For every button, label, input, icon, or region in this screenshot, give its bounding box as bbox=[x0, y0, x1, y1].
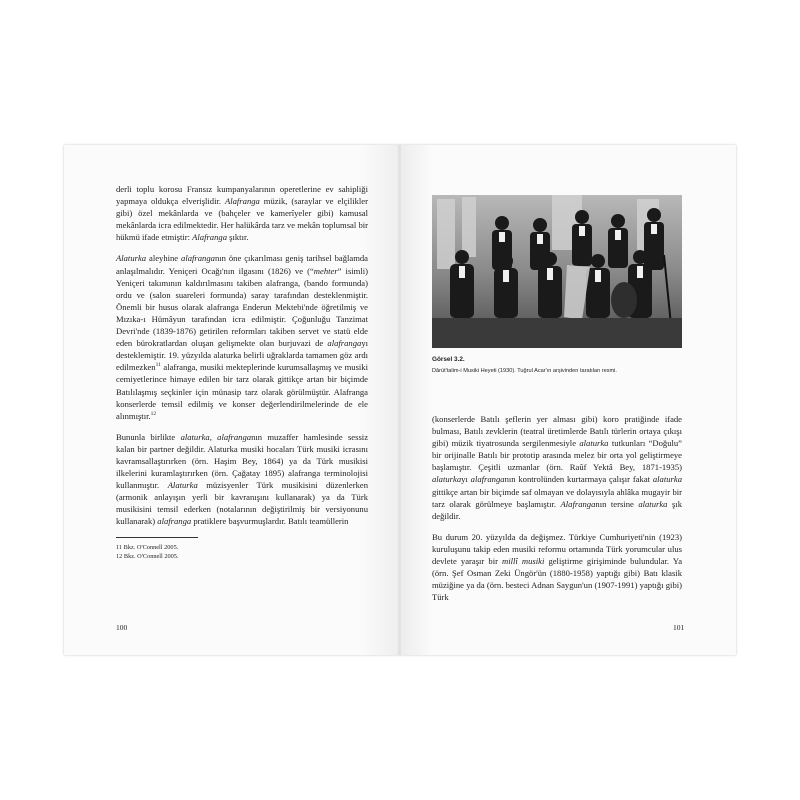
text-run: alafranga, musiki mekteplerinde kurumsallaşmış ve musiki cemiyetlerince himaye edilen bir tarz olarak gittikçe artan bir biçimde Batılılaşmış seçkinler için münasip tarz olarak görülmüştür. Alafranga konserlerde temsil edilmiş ve konser değerlendirilmelerinde de ele alınmıştır. bbox=[116, 362, 368, 421]
text-run: geliştirme girişiminde bulundular. Ya (örn. Şef Osman Zeki Üngör'ün (1880-1958) yaptığı gibi) Batı klasik müziğine ya da (örn. besteci Adnan Saygun'un (1907-1991) yaptığı gibi) Türk bbox=[432, 556, 683, 603]
book-spine bbox=[398, 145, 401, 655]
text-run: müzisyenler Türk musikisini düzenlerken (armonik anlayışın yerli bir kavranışını kullanarak) ya da Türk musikisini temsil ederken (notalarının değiştirilmiş bir versiyonunu kullanarak) bbox=[116, 480, 369, 527]
italic-term: Alafranga bbox=[224, 196, 260, 207]
text-run: pratiklere başvurmuşlardır. Batılı teamüllerin bbox=[191, 516, 349, 527]
italic-term: alafranga bbox=[327, 338, 362, 349]
italic-term: Alaturka bbox=[167, 480, 198, 491]
text-run: (konserlerde Batılı şeflerin yer alması gibi) koro pratiğinde ifade bulması, Batılı zevklerin (teatral üretimlerde Batılı türlerin ortaya çıkışı gibi) müzik tiyatrosunda sergilenmesiyle bbox=[432, 414, 682, 449]
text-run: Bu durum 20. yüzyılda da değişmez. Türkiye Cumhuriyeti'nin (1923) kuruluşunu takip eden musiki reformu ortamında Türk yorumcular ulus devlete yaraşır bir bbox=[432, 531, 682, 567]
footnote-divider bbox=[116, 537, 198, 538]
italic-term: alafranga bbox=[157, 516, 192, 527]
italic-term: Alafranga bbox=[192, 232, 227, 243]
text-run: , bbox=[209, 431, 218, 442]
paragraph bbox=[432, 531, 682, 604]
figure-label: Görsel 3.2. bbox=[432, 356, 465, 363]
italic-term: Alaturka bbox=[116, 253, 147, 264]
footnote-marker: 11 bbox=[155, 362, 161, 369]
text-run: yı desteklemiştir. 19. yüzyılda alaturka belirli uğraklarda tamamen göz ardı edilmezken bbox=[116, 338, 368, 373]
figure-caption: Dârüt'talim-i Musiki Heyeti (1930). Tuğrul Acar'ın arşivinden taratılan resmi. bbox=[432, 368, 617, 374]
right-page-text bbox=[432, 413, 682, 612]
text-run: tutkunları “Doğulu” bir orijinalle Batılı bir prototip arasında melez bir orta yol geliştirmeye başlamıştır. Çeşitli uzmanlar (örn. Raûf Yektâ Bey, 1871-1935) bbox=[432, 438, 682, 473]
italic-term: alaturka bbox=[638, 498, 668, 509]
historical-photo bbox=[432, 195, 682, 348]
text-run: nın tersine bbox=[595, 498, 639, 509]
paragraph bbox=[116, 252, 368, 421]
paragraph bbox=[432, 413, 682, 522]
text-run: şıktır. bbox=[227, 232, 249, 243]
right-page bbox=[400, 145, 736, 655]
paragraph bbox=[116, 183, 368, 243]
text-run: yı bbox=[461, 474, 471, 485]
text-run: müzik, (saraylar ve elçilikler gibi) özel mekânlarda ve (bahçeler ve kamerîyeler gibi) kamusal mekânlarda icra edilmektedir. Her halükârda tarz ve mekân toplumsal bir hükmü ifade etmiştir: bbox=[116, 196, 368, 243]
text-run: derli toplu korosu Fransız kumpanyalarının operetlerine ev sahipliği yapmaya oldukça elverişlidir. bbox=[116, 184, 368, 207]
text-run: nın muzaffer hamlesinde sessiz kalan bir partner değildir. Alaturka musiki hocaları Türk musiki icrasını kavramsallaştırırken (örn. Haşim Bey, 1864) ya da Türk musikisi ilkelerini kuramlaştırırken (örn. Çağatay 1895) alafranga terminolojisi kullanmıştır. bbox=[116, 431, 369, 491]
book-spread bbox=[64, 145, 736, 655]
text-run: şık değildir. bbox=[432, 498, 682, 521]
italic-term: alaturka bbox=[180, 431, 210, 442]
left-page bbox=[64, 145, 400, 655]
left-page-text bbox=[116, 183, 368, 562]
italic-term: mehter bbox=[313, 265, 338, 276]
italic-term: alafranga bbox=[470, 474, 505, 485]
italic-term: alaturka bbox=[652, 474, 682, 485]
text-run: aleyhine bbox=[146, 253, 182, 264]
ensemble-photo-illustration bbox=[432, 195, 682, 348]
footnote-12: 12 Bkz. O'Connell 2005. bbox=[116, 553, 179, 561]
text-run: nın kontrolünden kurtarmaya çalışır fakat bbox=[504, 474, 653, 485]
text-run: gittikçe artan bir biçimde saf olmayan ve dolayısıyla ahlâka mugayir bir tarz olarak görülmeye başlamıştır. bbox=[432, 486, 682, 509]
paragraph bbox=[116, 431, 368, 528]
italic-term: Alafranga bbox=[560, 498, 596, 509]
text-run: nın öne çıkarılması geniş tarihsel bağlamda anlaşılmalıdır. Yeniçeri Ocağı'nın ilgasını (1826) ve (“ bbox=[116, 253, 369, 276]
page-number-right: 101 bbox=[673, 623, 685, 632]
italic-term: alafranga bbox=[217, 431, 252, 442]
text-run: ” isimli) Yeniçeri takımının kaldırılmasını takiben alafranga, (bando formunda) ordu ve (salon suareleri formunda) saray tarafından desteklenmiştir. Önemli bir husus olarak alafranga Enderun Mektebi'nde öğretilmiş ve Mızıka-ı Hümâyun tarafından icra edilmiştir. Çoğunluğu Tanzimat Devri'nde (1839-1876) getirilen reformları takiben servet ve statü elde eden bürokratlardan oluşan gelişmekte olan burjuvazi de bbox=[116, 265, 368, 349]
italic-term: alaturka bbox=[432, 474, 462, 485]
page-number-left: 100 bbox=[116, 623, 128, 632]
italic-term: alaturka bbox=[579, 438, 609, 449]
text-run: Bununla birlikte bbox=[116, 431, 181, 442]
footnote-marker: 12 bbox=[150, 410, 157, 417]
italic-term: alafranga bbox=[181, 253, 215, 264]
italic-term: millî musiki bbox=[502, 556, 545, 567]
footnote-11: 11 Bkz. O'Connell 2005. bbox=[116, 543, 179, 551]
